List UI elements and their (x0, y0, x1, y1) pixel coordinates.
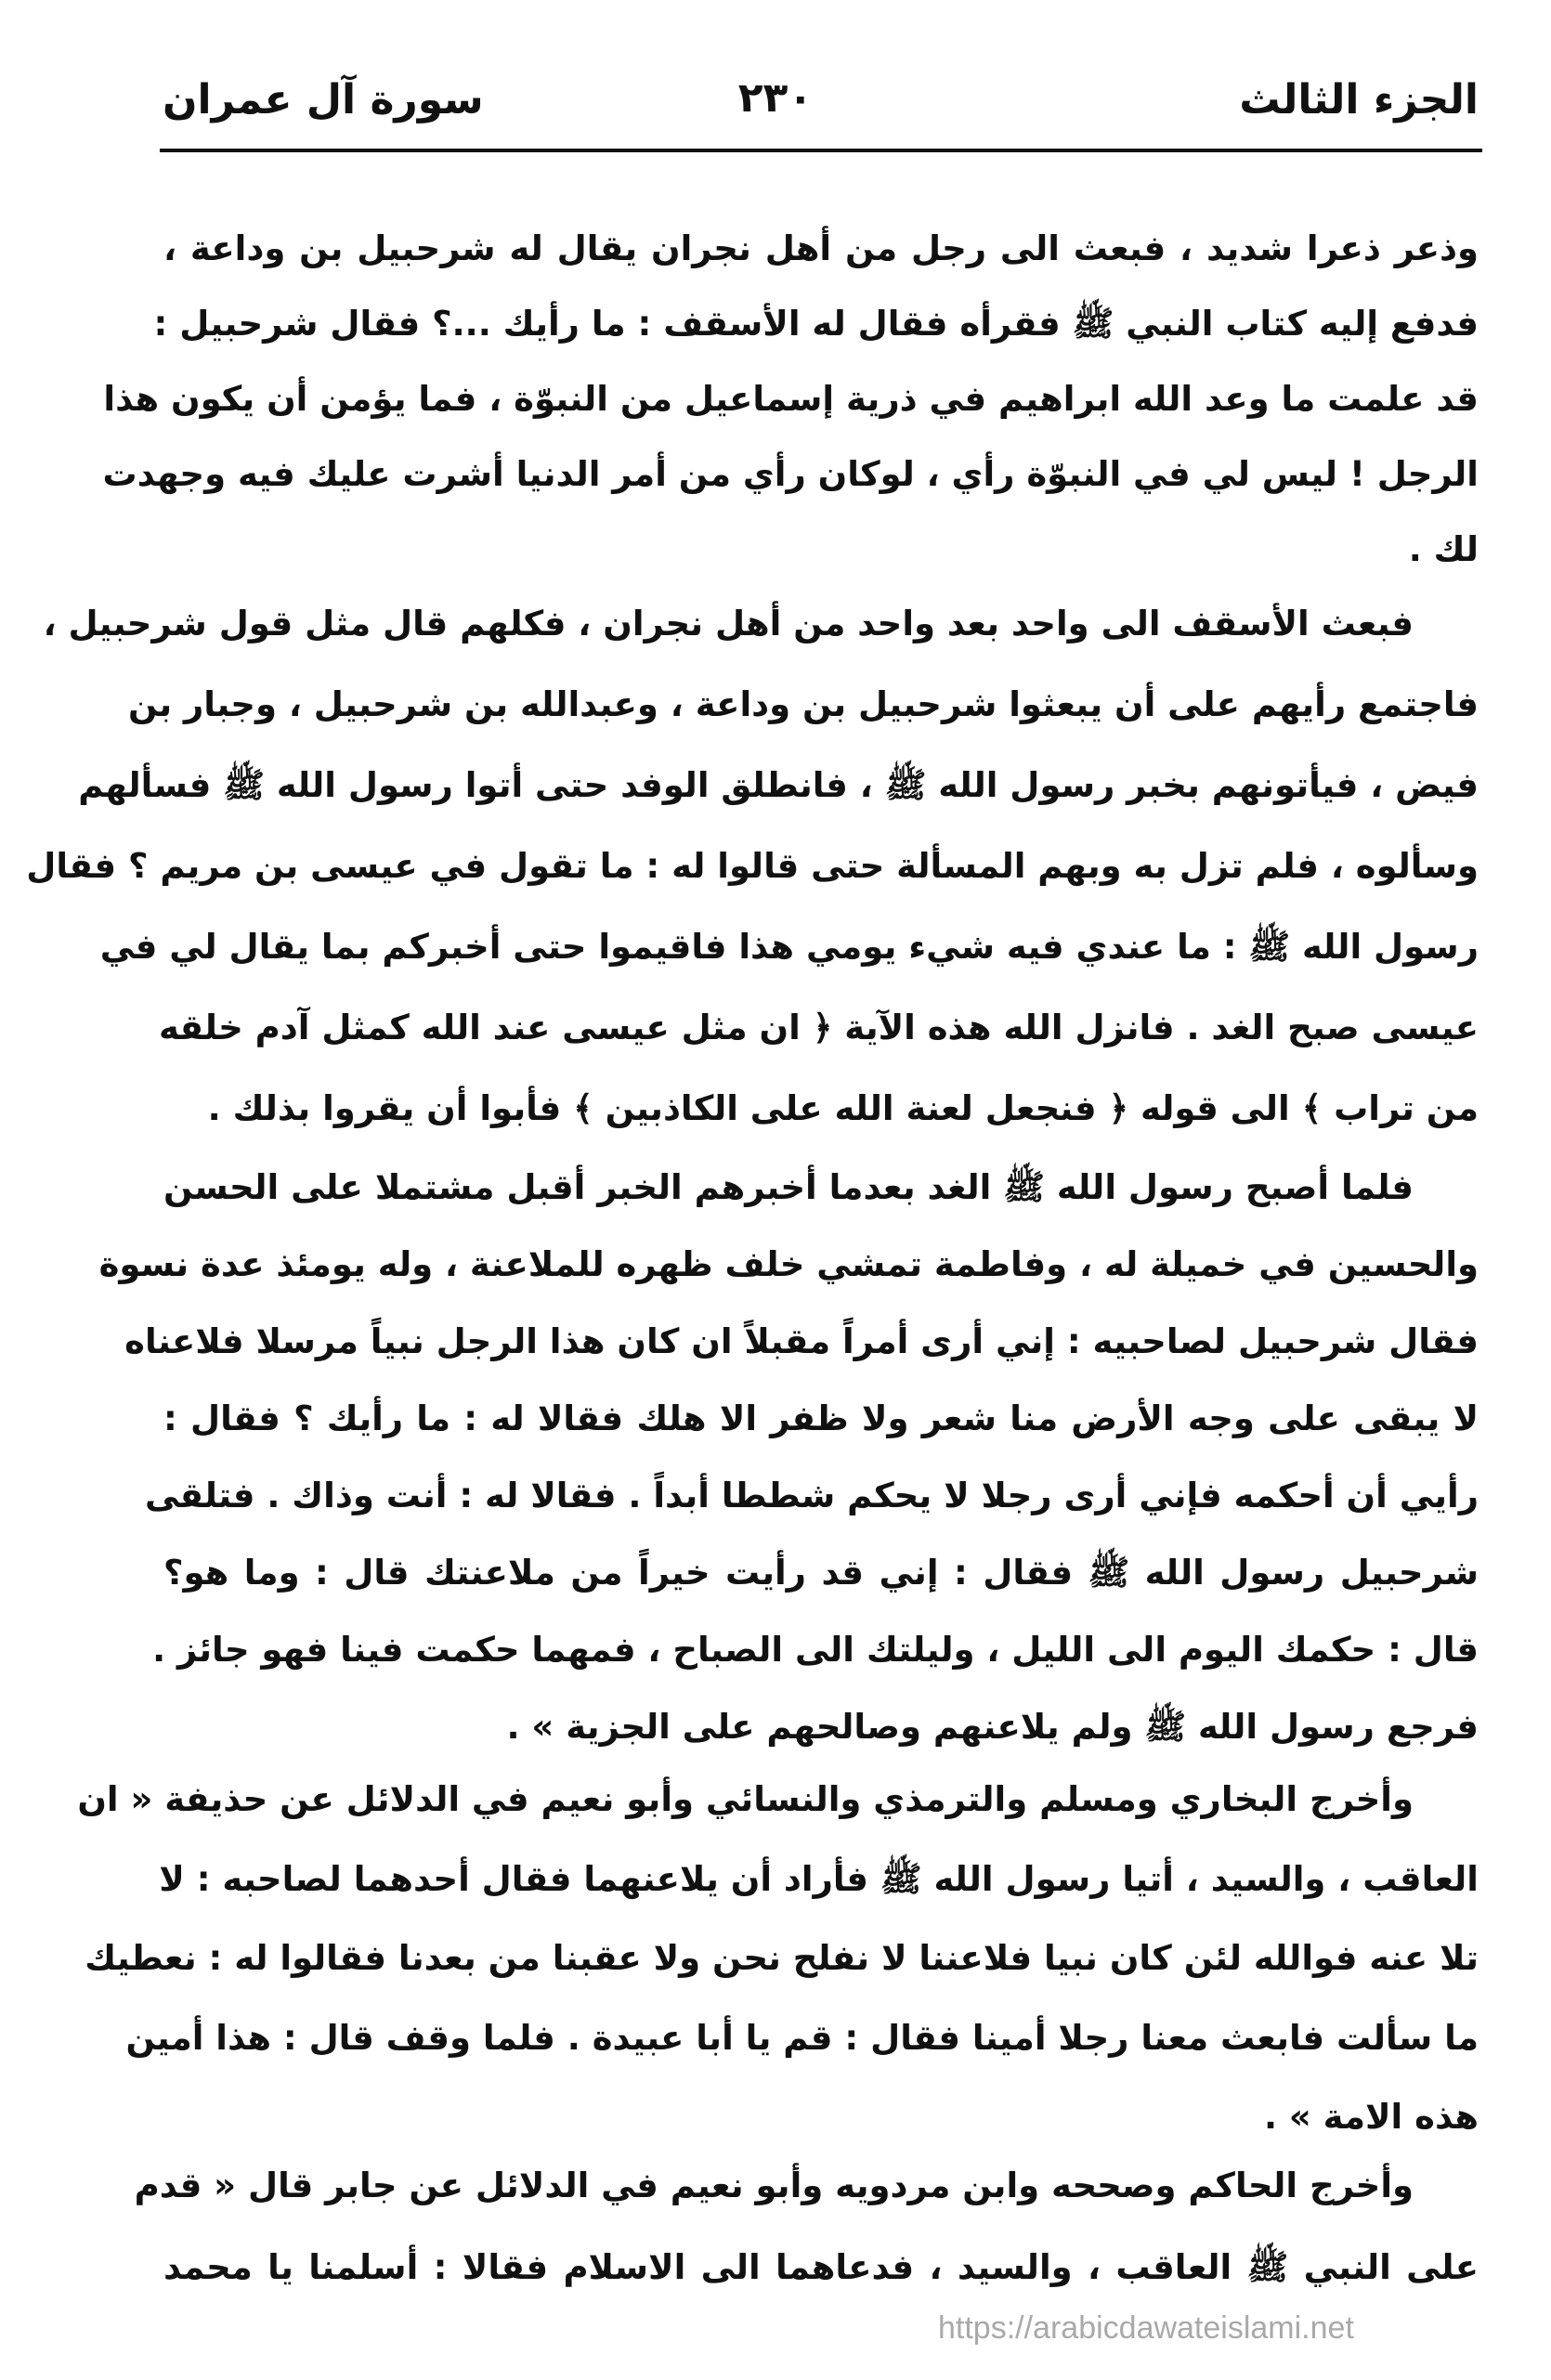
text-line: والحسين في خميلة له ، وفاطمة تمشي خلف ظهره للملاعنة ، وله يومئذ عدة نسوة (98, 1244, 1479, 1284)
text-line: العاقب ، والسيد ، أتيا رسول الله ﷺ فأراد أن يلاعنهما فقال أحدهما لصاحبه : لا (159, 1858, 1479, 1899)
text-line: لا يبقى على وجه الأرض منا شعر ولا ظفر الا هلك فقالا له : ما رأيك ؟ فقال : (163, 1398, 1479, 1438)
text-line: تلا عنه فوالله لئن كان نبيا فلاعننا لا نفلح نحن ولا عقبنا من بعدنا فقالوا له : نعطيك (85, 1938, 1479, 1978)
paragraph (134, 2145, 1479, 2308)
text-line: قال : حكمك اليوم الى الليل ، وليلتك الى الصباح ، فمهما حكمت فينا فهو جائز . (152, 1630, 1479, 1670)
paragraph (77, 1760, 1479, 2157)
header-rule (160, 149, 1482, 152)
text-line: فيض ، فيأتونهم بخبر رسول الله ﷺ ، فانطلق الوفد حتى أتوا رسول الله ﷺ فسألهم (78, 765, 1479, 805)
text-line: فبعث الأسقف الى واحد بعد واحد من أهل نجران ، فكلهم قال مثل قول شرحبيل ، (43, 604, 1414, 644)
paragraph (26, 583, 1479, 1149)
text-line: لك . (1408, 529, 1479, 569)
page-number: ٢٣٠ (737, 74, 814, 122)
text-line: فاجتمع رأيهم على أن يبعثوا شرحبيل بن وداعة ، وعبدالله بن شرحبيل ، وجبار بن (127, 684, 1479, 724)
text-line: وسألوه ، فلم تزل به وبهم المسألة حتى قالوا له : ما تقول في عيسى بن مريم ؟ فقال (26, 846, 1479, 886)
text-line: وأخرج الحاكم وصححه وابن مردويه وأبو نعيم في الدلائل عن جابر قال « قدم (134, 2165, 1414, 2205)
paragraph (102, 211, 1479, 587)
text-line: وذعر ذعرا شديد ، فبعث الى رجل من أهل نجران يقال له شرحبيل بن وداعة ، (163, 228, 1479, 268)
text-line: فلما أصبح رسول الله ﷺ الغد بعدما أخبرهم الخبر أقبل مشتملا على الحسن (163, 1167, 1414, 1207)
paragraph (98, 1149, 1479, 1765)
text-line: فرجع رسول الله ﷺ ولم يلاعنهم وصالحهم على الجزية » . (506, 1707, 1479, 1747)
text-line: وأخرج البخاري ومسلم والترمذي والنسائي وأبو نعيم في الدلائل عن حذيفة « ان (77, 1779, 1414, 1819)
watermark-url: https://arabicdawateislami.net (938, 2310, 1354, 2346)
text-line: على النبي ﷺ العاقب ، والسيد ، فدعاهما الى الاسلام فقالا : أسلمنا يا محمد (163, 2247, 1479, 2287)
running-header-juz: الجزء الثالث (1239, 76, 1479, 124)
text-line: هذه الامة » . (1263, 2097, 1479, 2137)
text-line: قد علمت ما وعد الله ابراهيم في ذرية إسماعيل من النبوّة ، فما يؤمن أن يكون هذا (103, 379, 1479, 419)
text-line: ما سألت فابعث معنا رجلا أمينا فقال : قم يا أبا عبيدة . فلما وقف قال : هذا أمين (125, 2017, 1479, 2058)
text-line: الرجل ! ليس لي في النبوّة رأي ، لوكان رأي من أمر الدنيا أشرت عليك فيه وجهدت (102, 454, 1479, 494)
running-header-surah: سورة آل عمران (163, 76, 484, 124)
text-line: رأيي أن أحكمه فإني أرى رجلا لا يحكم شططا أبداً . فقالا له : أنت وذاك . فتلقى (144, 1476, 1479, 1515)
text-line: شرحبيل رسول الله ﷺ فقال : إني قد رأيت خيراً من ملاعنتك قال : وما هو؟ (163, 1553, 1479, 1593)
text-line: من تراب ﴾ الى قوله ﴿ فنجعل لعنة الله على الكاذبين ﴾ فأبوا أن يقروا بذلك . (207, 1088, 1479, 1128)
text-line: فدفع إليه كتاب النبي ﷺ فقرأه فقال له الأسقف : ما رأيك ...؟ فقال شرحبيل : (153, 304, 1479, 344)
text-line: رسول الله ﷺ : ما عندي فيه شيء يومي هذا فاقيموا حتى أخبركم بما يقال لي في (99, 927, 1479, 967)
text-line: عيسى صبح الغد . فانزل الله هذه الآية ﴿ ان مثل عيسى عند الله كمثل آدم خلقه (158, 1008, 1479, 1047)
text-line: فقال شرحبيل لصاحبيه : إني أرى أمراً مقبلاً ان كان هذا الرجل نبياً مرسلا فلاعناه (124, 1321, 1479, 1361)
